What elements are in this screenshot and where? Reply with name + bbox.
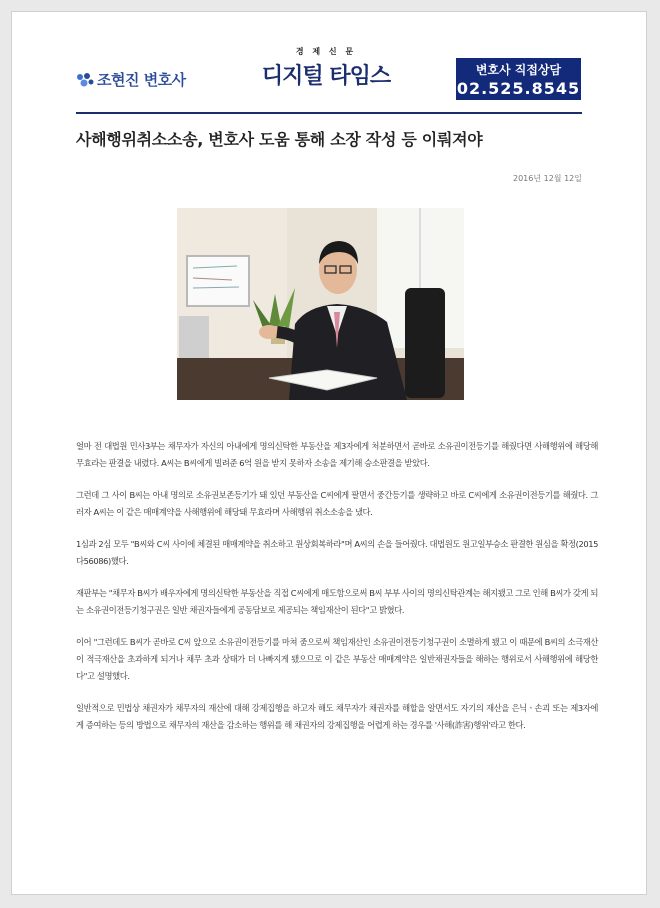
lawyer-photo [177,208,464,400]
article-headline: 사해행위취소소송, 변호사 도움 통해 소장 작성 등 이뤄져야 [76,130,483,149]
header-divider [76,112,582,114]
lawyer-name: 조현진 변호사 [97,71,186,89]
article-paragraph: 얼마 전 대법원 민사3부는 채무자가 자신의 아내에게 명의신탁한 부동산을 제3자에게 처분하면서 곧바로 소유권이전등기를 해줬다면 사해행위에 해당해 무효라는 판결을 내렸다. A씨는 B씨에게 빌려준 6억 원을 받지 못하자 소송을 제기해 승소판결을 받았다. [76,441,598,468]
scales-icon [76,72,94,88]
article-body [76,438,598,749]
consult-banner[interactable] [456,58,581,100]
article-paragraph: 그런데 그 사이 B씨는 아내 명의로 소유권보존등기가 돼 있던 부동산을 C씨에게 팔면서 중간등기를 생략하고 바로 C씨에게 소유권이전등기를 해줬다. 그러자 A씨는 이 같은 매매계약을 사해행위에 해당돼 무효라며 사해행위 취소소송을 냈다. [76,490,598,517]
article-paragraph: 이어 "그런데도 B씨가 곧바로 C씨 앞으로 소유권이전등기를 마쳐 줌으로써 책임재산인 소유권이전등기청구권이 소멸하게 됐고 이 때문에 B씨의 소극재산이 적극재산을 초과하게 되거나 채무 초과 상태가 더 나빠지게 됐으므로 이 같은 부동산 매매계약은 일반채권자들을 해하는 행위로서 사해행위에 해당한다"고 설명했다. [76,637,598,681]
consult-phone: 02.525.8545 [456,79,581,98]
lawyer-brand[interactable] [76,69,186,90]
article-date: 2016년 12월 12일 [513,174,582,183]
newspaper-category: 경 제 신 문 [295,47,357,56]
article-paragraph: 일반적으로 민법상 채권자가 채무자의 재산에 대해 강제집행을 하고자 해도 채무자가 채권자를 해할을 알면서도 자기의 재산을 은닉ㆍ손괴 또는 제3자에게 증여하는 등의 방법으로 채무자의 재산을 감소하는 행위를 해 채권자의 강제집행을 어렵게 하는 경우를 '사해(詐害)행위'라고 한다. [76,703,598,730]
article-page [11,11,647,895]
newspaper-name: 디지털 타임스 [261,64,391,89]
consult-label: 변호사 직접상담 [475,63,562,77]
article-paragraph: 재판부는 "채무자 B씨가 배우자에게 명의신탁한 부동산을 직접 C씨에게 매도함으로써 B씨 부부 사이의 명의신탁관계는 해지됐고 그로 인해 B씨가 갖게 되는 소유권이전등기청구권은 일반 채권자들에게 공동담보로 제공되는 책임재산이 된다"고 밝혔다. [76,588,598,615]
masthead [12,12,648,112]
newspaper-logo[interactable] [246,46,406,90]
article-paragraph: 1심과 2심 모두 "B씨와 C씨 사이에 체결된 매매계약을 취소하고 원상회복하라"며 A씨의 손을 들어줬다. 대법원도 원고일부승소 판결한 원심을 확정(2015다56086)했다. [76,539,598,566]
